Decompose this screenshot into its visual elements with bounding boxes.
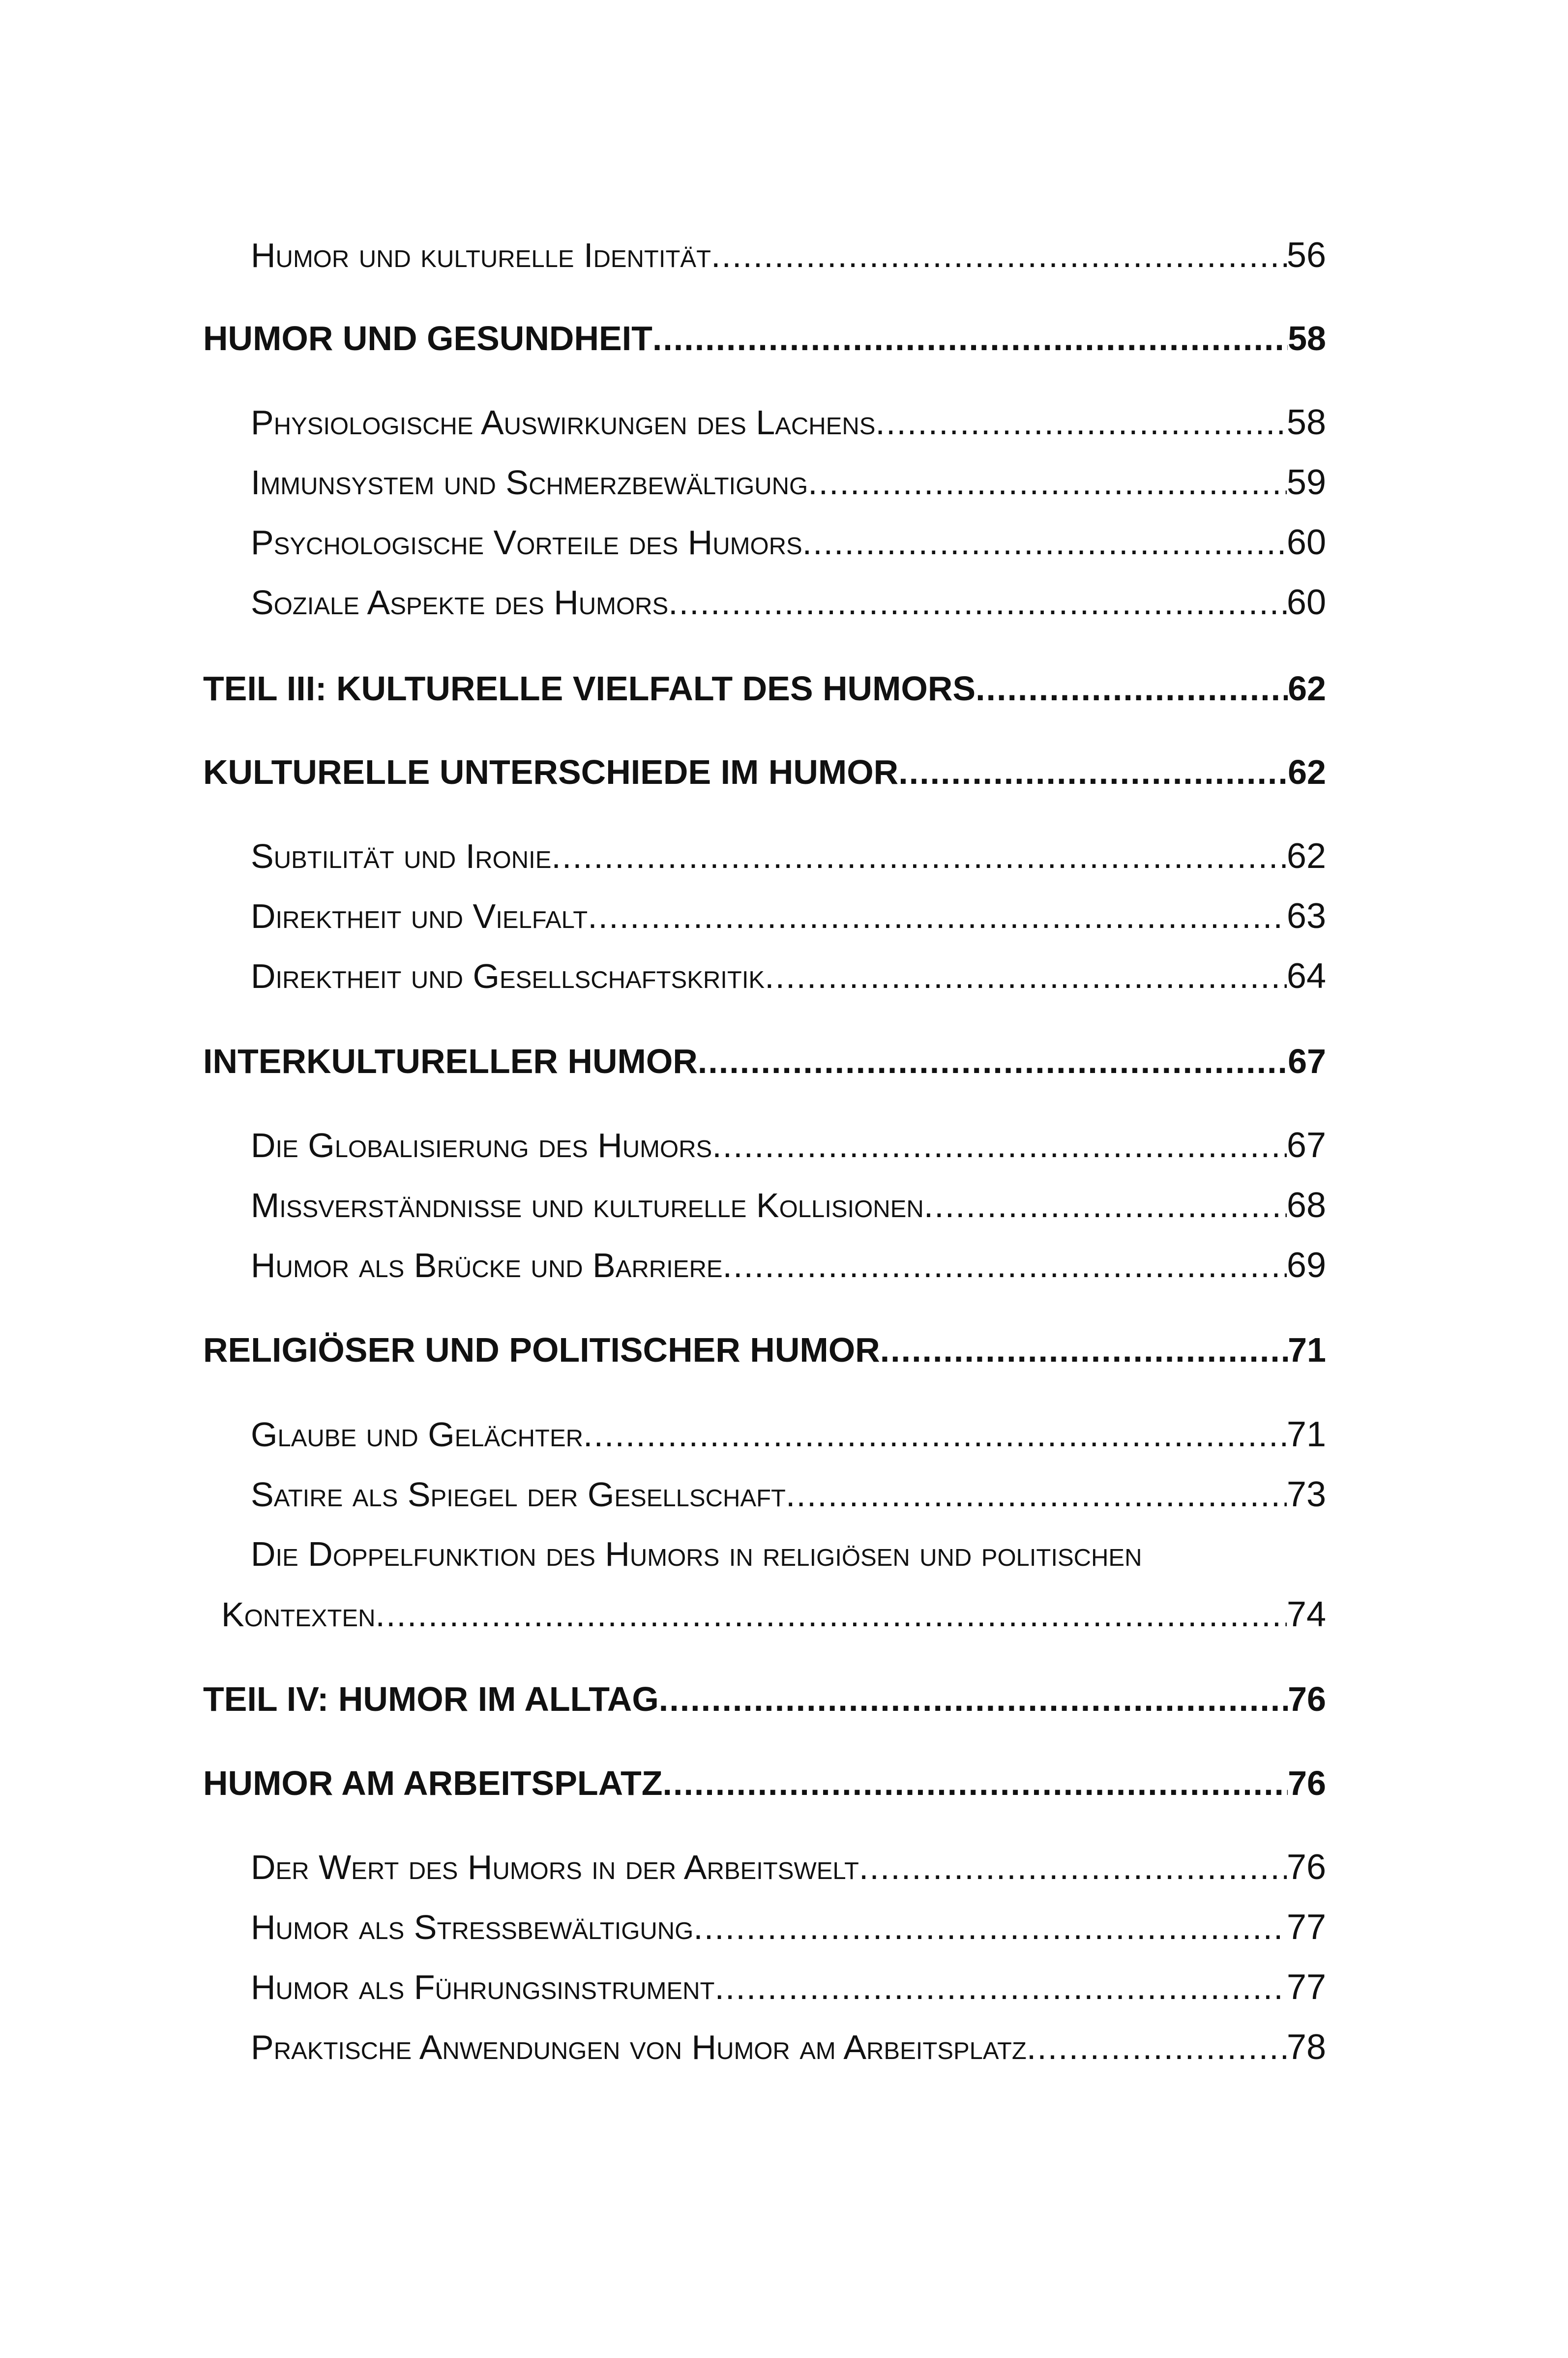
toc-page-number: 56 xyxy=(1286,236,1326,275)
toc-entry[interactable] xyxy=(251,2027,1326,2067)
toc-chapter-entry[interactable] xyxy=(203,319,1326,358)
toc-entry-title: HUMOR UND GESUNDHEIT xyxy=(203,319,652,358)
toc-entry[interactable] xyxy=(251,462,1326,503)
toc-page-number: 77 xyxy=(1286,1908,1326,1947)
toc-entry-title: Immunsystem und Schmerzbewältigung xyxy=(251,463,808,502)
dot-leader xyxy=(551,836,1287,876)
dot-leader xyxy=(583,1415,1287,1454)
toc-entry[interactable] xyxy=(251,1125,1326,1165)
toc-entry-title: KULTURELLE UNTERSCHIEDE IM HUMOR xyxy=(203,753,899,791)
toc-page-number: 64 xyxy=(1286,956,1326,996)
dot-leader xyxy=(898,752,1288,792)
toc-entry-title: Satire als Spiegel der Gesellschaft xyxy=(251,1475,786,1514)
toc-chapter-entry[interactable] xyxy=(203,669,1326,708)
toc-entry-title: Soziale Aspekte des Humors xyxy=(251,583,669,622)
toc-entry-title: Humor als Brücke und Barriere xyxy=(251,1246,723,1284)
toc-page-number: 62 xyxy=(1286,836,1326,876)
toc-entry[interactable] xyxy=(251,1847,1326,1887)
toc-entry[interactable] xyxy=(221,1594,1326,1635)
dot-leader xyxy=(712,1126,1287,1165)
toc-entry[interactable] xyxy=(251,1414,1326,1455)
toc-entry-title: Humor als Stressbewältigung xyxy=(251,1908,694,1946)
dot-leader xyxy=(668,583,1287,622)
toc-page-number: 71 xyxy=(1288,1331,1326,1369)
dot-leader xyxy=(802,523,1287,562)
toc-chapter-entry[interactable] xyxy=(203,1042,1326,1081)
toc-page-number: 58 xyxy=(1288,319,1326,358)
toc-page-number: 76 xyxy=(1286,1848,1326,1887)
toc-entry-title: TEIL III: KULTURELLE VIELFALT DES HUMORS xyxy=(203,669,976,708)
toc-page-number: 58 xyxy=(1286,403,1326,442)
toc-chapter-entry[interactable] xyxy=(203,1763,1326,1803)
toc-entry[interactable] xyxy=(251,582,1326,623)
toc-entry-title: RELIGIÖSER UND POLITISCHER HUMOR xyxy=(203,1331,880,1369)
toc-page-number: 60 xyxy=(1286,523,1326,562)
dot-leader xyxy=(714,1968,1286,2007)
toc-page-number: 62 xyxy=(1288,669,1326,708)
toc-entry[interactable] xyxy=(251,522,1326,563)
dot-leader xyxy=(652,319,1288,358)
toc-entry[interactable] xyxy=(251,235,1326,275)
toc-entry[interactable] xyxy=(251,1967,1326,2007)
toc-entry[interactable] xyxy=(251,1245,1326,1285)
toc-entry[interactable] xyxy=(251,402,1326,443)
toc-page-number: 67 xyxy=(1288,1042,1326,1080)
dot-leader xyxy=(924,1186,1287,1225)
toc-entry-title: Psychologische Vorteile des Humors xyxy=(251,523,802,562)
toc-entry-title: INTERKULTURELLER HUMOR xyxy=(203,1042,698,1080)
toc-entry-title: Missverständnisse und kulturelle Kollisionen xyxy=(251,1186,924,1224)
dot-leader xyxy=(859,1848,1287,1887)
toc-entry[interactable] xyxy=(251,896,1326,936)
toc-entry-title-line1[interactable]: Die Doppelfunktion des Humors in religiösen und politischen xyxy=(251,1535,1142,1573)
toc-entry-title: Humor als Führungsinstrument xyxy=(251,1968,715,2006)
toc-page-number: 60 xyxy=(1286,583,1326,622)
toc-page-number: 71 xyxy=(1286,1415,1326,1454)
toc-page-number: 73 xyxy=(1286,1475,1326,1514)
toc-page-number: 59 xyxy=(1286,463,1326,502)
toc-entry[interactable] xyxy=(251,836,1326,876)
dot-leader xyxy=(663,1763,1288,1803)
toc-entry[interactable] xyxy=(251,1474,1326,1515)
dot-leader xyxy=(976,669,1288,708)
toc-entry-title: TEIL IV: HUMOR IM ALLTAG xyxy=(203,1680,659,1718)
dot-leader xyxy=(765,956,1287,996)
toc-chapter-entry[interactable] xyxy=(203,752,1326,792)
toc-entry-title: Praktische Anwendungen von Humor am Arbeitsplatz xyxy=(251,2028,1027,2066)
toc-entry[interactable] xyxy=(251,1185,1326,1225)
toc-entry-title: Subtilität und Ironie xyxy=(251,837,552,875)
dot-leader xyxy=(711,236,1287,275)
toc-page-number: 77 xyxy=(1286,1968,1326,2007)
toc-entry[interactable] xyxy=(251,956,1326,996)
dot-leader xyxy=(875,403,1286,442)
toc-page-number: 68 xyxy=(1286,1186,1326,1225)
dot-leader xyxy=(588,896,1287,936)
toc-chapter-entry[interactable] xyxy=(203,1330,1326,1370)
dot-leader xyxy=(786,1475,1287,1514)
toc-page-number: 74 xyxy=(1286,1595,1326,1634)
toc-entry-title-line2: Kontexten xyxy=(221,1595,376,1634)
toc-entry-title: HUMOR AM ARBEITSPLATZ xyxy=(203,1764,663,1802)
dot-leader xyxy=(723,1246,1287,1285)
toc-page-number: 67 xyxy=(1286,1126,1326,1165)
toc-entry-title: Die Globalisierung des Humors xyxy=(251,1126,712,1164)
dot-leader xyxy=(659,1679,1288,1719)
dot-leader xyxy=(376,1595,1287,1634)
toc-chapter-entry[interactable] xyxy=(203,1679,1326,1719)
toc-page-number: 78 xyxy=(1286,2028,1326,2067)
toc-page-number: 76 xyxy=(1288,1764,1326,1802)
toc-page-number: 62 xyxy=(1288,753,1326,791)
toc-page-number: 76 xyxy=(1288,1680,1326,1718)
toc-entry-title: Glaube und Gelächter xyxy=(251,1415,584,1454)
dot-leader xyxy=(880,1330,1288,1370)
toc-entry[interactable] xyxy=(251,1907,1326,1947)
toc-page-number: 63 xyxy=(1286,896,1326,936)
dot-leader xyxy=(808,463,1287,502)
dot-leader xyxy=(698,1042,1288,1081)
dot-leader xyxy=(1027,2028,1287,2067)
toc-entry-title: Humor und kulturelle Identität xyxy=(251,236,711,274)
toc-entry-title: Physiologische Auswirkungen des Lachens xyxy=(251,403,876,442)
dot-leader xyxy=(693,1908,1287,1947)
toc-entry-title: Der Wert des Humors in der Arbeitswelt xyxy=(251,1848,859,1886)
toc-entry-title: Direktheit und Gesellschaftskritik xyxy=(251,957,765,995)
toc-entry-title: Direktheit und Vielfalt xyxy=(251,897,588,935)
toc-page-number: 69 xyxy=(1286,1246,1326,1285)
